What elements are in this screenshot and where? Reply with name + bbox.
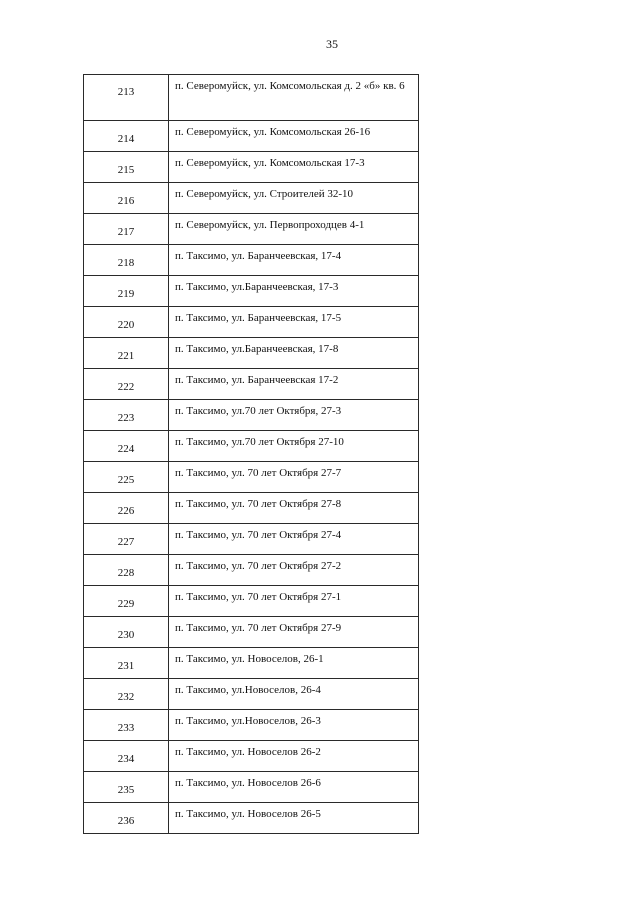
address-cell: п. Таксимо, ул. 70 лет Октября 27-1 — [169, 586, 419, 617]
row-number-cell: 222 — [84, 369, 169, 400]
table-row — [84, 679, 419, 710]
address-cell: п. Таксимо, ул. Баранчеевская, 17-5 — [169, 307, 419, 338]
row-number-cell: 232 — [84, 679, 169, 710]
table-row — [84, 555, 419, 586]
table-row — [84, 307, 419, 338]
address-cell: п. Таксимо, ул. Баранчеевская 17-2 — [169, 369, 419, 400]
address-cell: п. Таксимо, ул. 70 лет Октября 27-7 — [169, 462, 419, 493]
address-cell: п. Таксимо, ул.Новоселов, 26-3 — [169, 710, 419, 741]
address-cell: п. Таксимо, ул.Баранчеевская, 17-8 — [169, 338, 419, 369]
row-number-cell: 227 — [84, 524, 169, 555]
table-row — [84, 648, 419, 679]
row-number-cell: 223 — [84, 400, 169, 431]
table-row — [84, 710, 419, 741]
table-row — [84, 338, 419, 369]
table-row — [84, 431, 419, 462]
address-table-body — [84, 75, 419, 834]
address-cell: п. Таксимо, ул. 70 лет Октября 27-8 — [169, 493, 419, 524]
address-cell: п. Северомуйск, ул. Комсомольская 26-16 — [169, 121, 419, 152]
address-cell: п. Таксимо, ул. 70 лет Октября 27-4 — [169, 524, 419, 555]
address-cell: п. Таксимо, ул.70 лет Октября 27-10 — [169, 431, 419, 462]
row-number-cell: 221 — [84, 338, 169, 369]
table-row — [84, 400, 419, 431]
table-row — [84, 493, 419, 524]
page-number: 35 — [326, 37, 338, 51]
address-cell: п. Северомуйск, ул. Комсомольская 17-3 — [169, 152, 419, 183]
row-number-cell: 220 — [84, 307, 169, 338]
address-cell: п. Северомуйск, ул. Комсомольская д. 2 «б» кв. 6 — [169, 75, 419, 121]
table-row — [84, 524, 419, 555]
row-number-cell: 228 — [84, 555, 169, 586]
row-number-cell: 236 — [84, 803, 169, 834]
table-row — [84, 586, 419, 617]
table-row — [84, 772, 419, 803]
row-number-cell: 231 — [84, 648, 169, 679]
address-cell: п. Северомуйск, ул. Строителей 32-10 — [169, 183, 419, 214]
row-number-cell: 219 — [84, 276, 169, 307]
table-row — [84, 617, 419, 648]
address-cell: п. Таксимо, ул. Новоселов 26-6 — [169, 772, 419, 803]
address-cell: п. Таксимо, ул.Новоселов, 26-4 — [169, 679, 419, 710]
row-number-cell: 215 — [84, 152, 169, 183]
address-cell: п. Таксимо, ул. Новоселов 26-2 — [169, 741, 419, 772]
address-cell: п. Таксимо, ул.Баранчеевская, 17-3 — [169, 276, 419, 307]
row-number-cell: 233 — [84, 710, 169, 741]
table-row — [84, 803, 419, 834]
table-row — [84, 245, 419, 276]
row-number-cell: 225 — [84, 462, 169, 493]
table-row — [84, 369, 419, 400]
table-row — [84, 462, 419, 493]
row-number-cell: 234 — [84, 741, 169, 772]
address-cell: п. Таксимо, ул. 70 лет Октября 27-9 — [169, 617, 419, 648]
address-table — [83, 74, 419, 834]
address-cell: п. Таксимо, ул.70 лет Октября, 27-3 — [169, 400, 419, 431]
table-row — [84, 276, 419, 307]
address-cell: п. Таксимо, ул. Новоселов 26-5 — [169, 803, 419, 834]
address-cell: п. Северомуйск, ул. Первопроходцев 4-1 — [169, 214, 419, 245]
table-row — [84, 75, 419, 121]
row-number-cell: 216 — [84, 183, 169, 214]
row-number-cell: 226 — [84, 493, 169, 524]
row-number-cell: 235 — [84, 772, 169, 803]
row-number-cell: 224 — [84, 431, 169, 462]
table-row — [84, 214, 419, 245]
row-number-cell: 214 — [84, 121, 169, 152]
row-number-cell: 230 — [84, 617, 169, 648]
address-cell: п. Таксимо, ул. 70 лет Октября 27-2 — [169, 555, 419, 586]
row-number-cell: 229 — [84, 586, 169, 617]
table-row — [84, 741, 419, 772]
table-row — [84, 152, 419, 183]
address-cell: п. Таксимо, ул. Новоселов, 26-1 — [169, 648, 419, 679]
row-number-cell: 213 — [84, 75, 169, 121]
table-row — [84, 183, 419, 214]
address-cell: п. Таксимо, ул. Баранчеевская, 17-4 — [169, 245, 419, 276]
row-number-cell: 217 — [84, 214, 169, 245]
row-number-cell: 218 — [84, 245, 169, 276]
table-row — [84, 121, 419, 152]
